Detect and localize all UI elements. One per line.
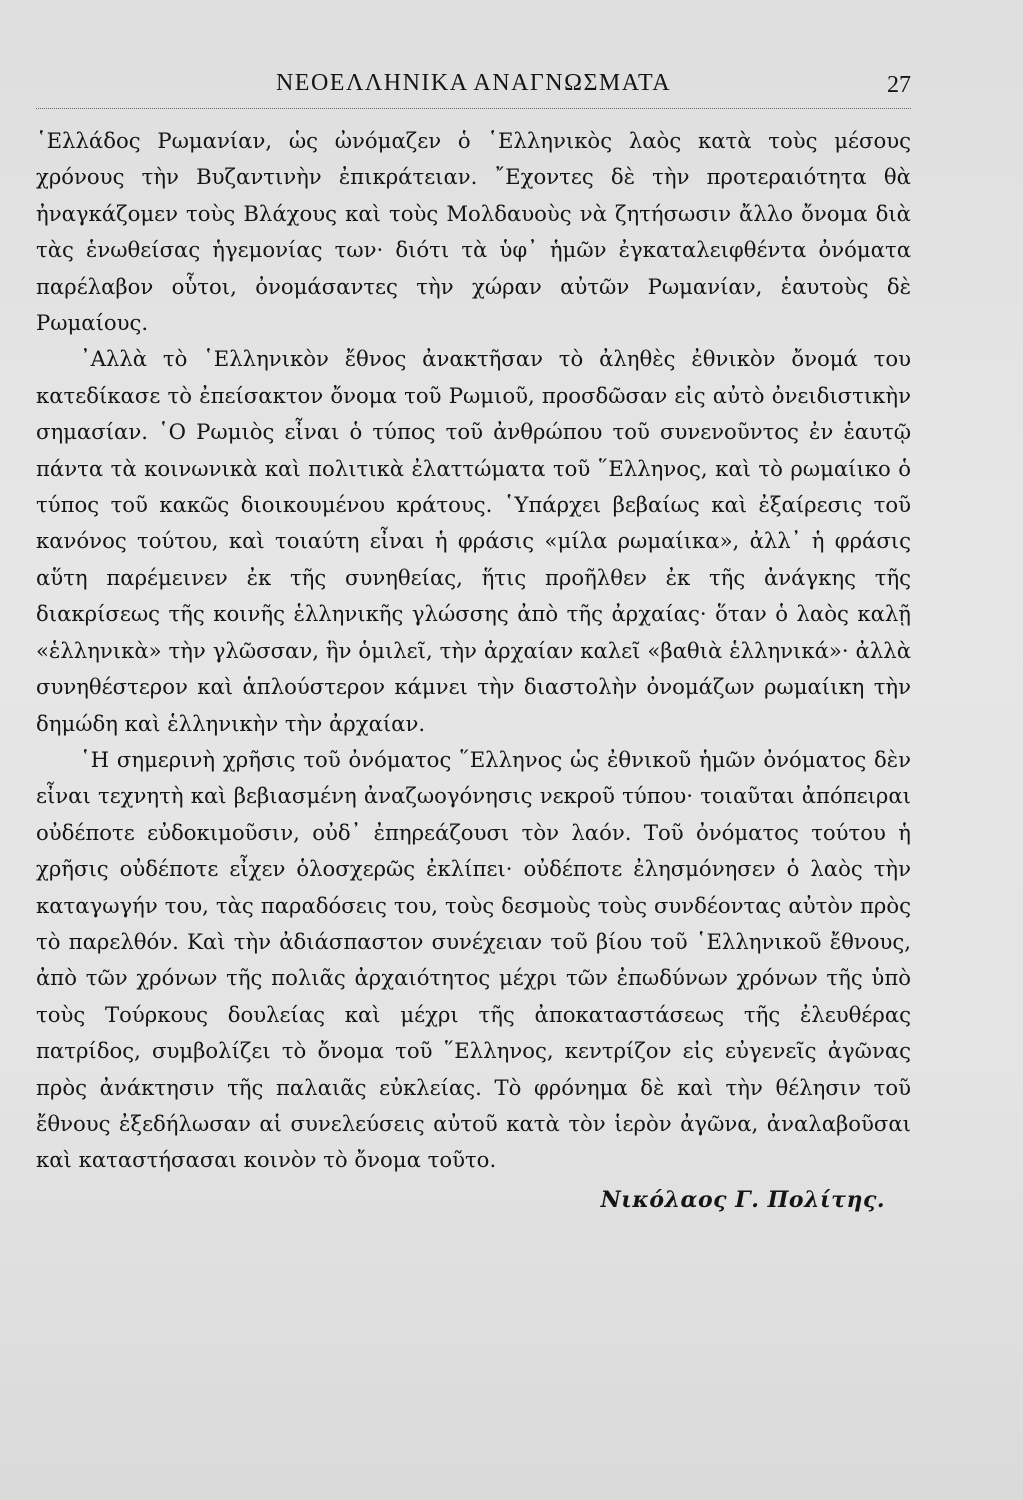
paragraph-2: ᾽Αλλὰ τὸ ῾Ελληνικὸν ἔθνος ἀνακτῆσαν τὸ ἀληθὲς ἐθνικὸν ὄνομά του κατεδίκασε τὸ ἐπείσακτον ὄνομα τοῦ Ρωμιοῦ, προσδῶσαν εἰς αὐτὸ ὀνειδιστικὴν σημασίαν. ῾Ο Ρωμιὸς εἶναι ὁ τύπος τοῦ ἀνθρώπου τοῦ συνενοῦντος ἐν ἑαυτῷ πάντα τὰ κοινωνικὰ καὶ πολιτικὰ ἐλαττώματα τοῦ ῞Ελληνος, καὶ τὸ ρωμαίικο ὁ τύπος τοῦ κακῶς διοικουμένου κράτους. ῾Υπάρχει βεβαίως καὶ ἐξαίρεσις τοῦ κανόνος τούτου, καὶ τοιαύτη εἶναι ἡ φράσις «μίλα ρωμαίικα», ἀλλ᾽ ἡ φράσις αὕτη παρέμεινεν ἐκ τῆς συνηθείας, ἥτις προῆλθεν ἐκ τῆς ἀνάγκης τῆς διακρίσεως τῆς κοινῆς ἑλληνικῆς γλώσσης ἀπὸ τῆς ἀρχαίας· ὅταν ὁ λαὸς καλῇ «ἑλληνικὰ» τὴν γλῶσσαν, ἣν ὁμιλεῖ, τὴν ἀρχαίαν καλεῖ «βαθιὰ ἑλληνικά»· ἀλλὰ συνηθέστερον καὶ ἁπλούστερον κάμνει τὴν διαστολὴν ὀνομάζων ρωμαίικη τὴν δημώδη καὶ ἑλληνικὴν τὴν ἀρχαίαν.: [36, 346, 911, 736]
paragraph-3: ῾Η σημερινὴ χρῆσις τοῦ ὀνόματος ῞Ελληνος ὡς ἐθνικοῦ ἡμῶν ὀνόματος δὲν εἶναι τεχνητὴ καὶ βεβιασμένη ἀναζωογόνησις νεκροῦ τύπου· τοιαῦται ἀπόπειραι οὐδέποτε εὐδοκιμοῦσιν, οὐδ᾽ ἐπηρεάζουσι τὸν λαόν. Τοῦ ὀνόματος τούτου ἡ χρῆσις οὐδέποτε εἶχεν ὁλοσχερῶς ἐκλίπει· οὐδέποτε ἐλησμόνησεν ὁ λαὸς τὴν καταγωγήν του, τὰς παραδόσεις του, τοὺς δεσμοὺς τοὺς συνδέοντας αὐτὸν πρὸς τὸ παρελθόν. Καὶ τὴν ἀδιάσπαστον συνέχειαν τοῦ βίου τοῦ ῾Ελληνικοῦ ἔθνους, ἀπὸ τῶν χρόνων τῆς πολιᾶς ἀρχαιότητος μέχρι τῶν ἐπωδύνων χρόνων τῆς ὑπὸ τοὺς Τούρκους δουλείας καὶ μέχρι τῆς ἀποκαταστάσεως τῆς ἐλευθέρας πατρίδος, συμβολίζει τὸ ὄνομα τοῦ ῞Ελληνος, κεντρίζον εἰς εὐγενεῖς ἀγῶνας πρὸς ἀνάκτησιν τῆς παλαιᾶς εὐκλείας. Τὸ φρόνημα δὲ καὶ τὴν θέλησιν τοῦ ἔθνους ἐξεδήλωσαν αἱ συνελεύσεις αὐτοῦ κατὰ τὸν ἱερὸν ἀγῶνα, ἀναλαβοῦσαι καὶ καταστήσασαι κοινὸν τὸ ὄνομα τοῦτο.: [36, 746, 911, 1173]
paragraph-1: ῾Ελλάδος Ρωμανίαν, ὡς ὠνόμαζεν ὁ ῾Ελληνικὸς λαὸς κατὰ τοὺς μέσους χρόνους τὴν Βυζαντινὴν ἐπικράτειαν. ῎Εχοντες δὲ τὴν προτεραιότητα θὰ ἠναγκάζομεν τοὺς Βλάχους καὶ τοὺς Μολδαυοὺς νὰ ζητήσωσιν ἄλλο ὄνομα διὰ τὰς ἑνωθείσας ἡγεμονίας των· διότι τὰ ὑφ᾽ ἡμῶν ἐγκαταλειφθέντα ὀνόματα παρέλαβον οὗτοι, ὀνομάσαντες τὴν χώραν αὐτῶν Ρωμανίαν, ἑαυτοὺς δὲ Ρωμαίους.: [36, 128, 911, 336]
header-title: ΝΕΟΕΛΛΗΝΙΚΑ ΑΝΑΓΝΩΣΜΑΤΑ: [275, 70, 672, 96]
running-header: [36, 70, 911, 109]
author-signature: Νικόλαος Γ. Πολίτης.: [600, 1186, 885, 1213]
main-text: [36, 123, 911, 1179]
page-number: 27: [887, 72, 911, 98]
